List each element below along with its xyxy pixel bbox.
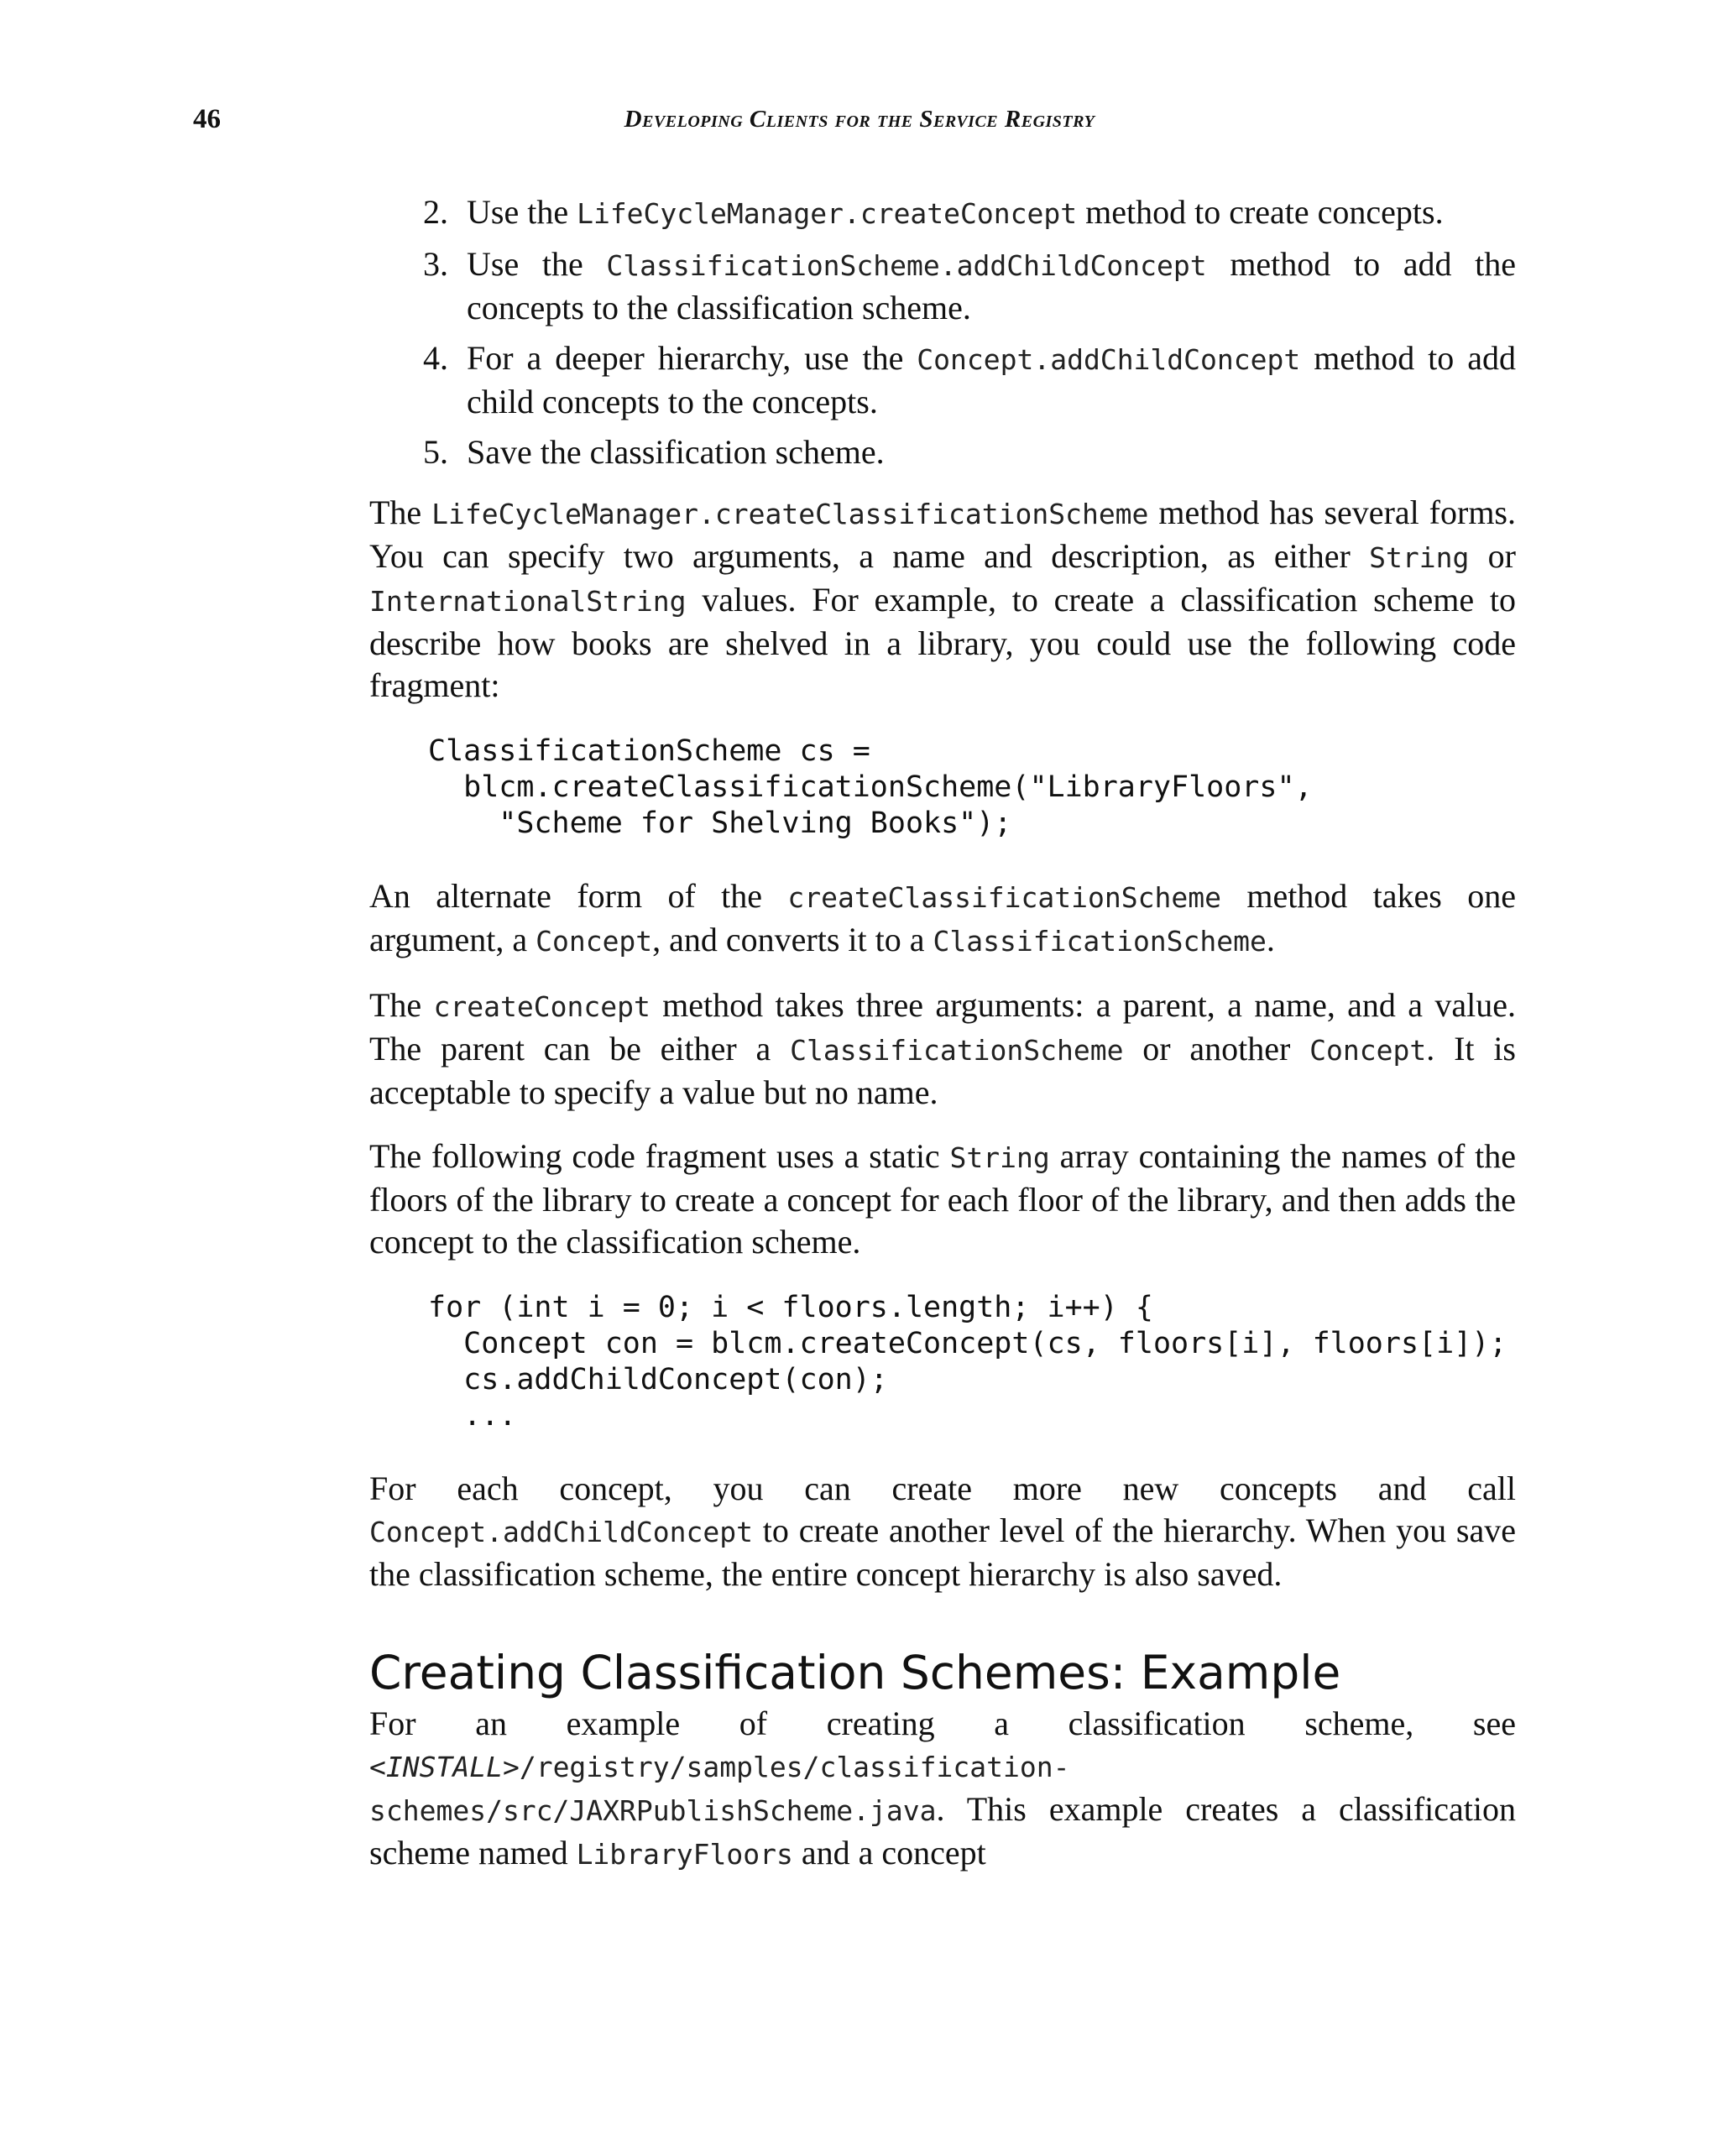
inline-code: LifeCycleManager.createConcept (577, 197, 1078, 230)
text: . This example creates a classification scheme named (369, 1790, 1516, 1871)
text: method takes three arguments: a parent, a name, and a value. The parent can be either a (369, 986, 1517, 1068)
inline-code: ClassificationScheme (790, 1034, 1124, 1067)
list-item-number: 5. (423, 433, 448, 471)
list-item-text: method to create concepts. (1077, 193, 1444, 231)
running-header: Developing Clients for the Service Registry (624, 106, 1095, 133)
inline-code: LibraryFloors (576, 1838, 793, 1871)
paragraph (369, 1703, 1516, 1876)
inline-code: Concept.addChildConcept (369, 1516, 753, 1548)
text: to create another level of the hierarchy. When you save the classification scheme, the entire concept hierarchy is also saved. (369, 1511, 1516, 1593)
text: values. For example, to create a classification scheme to describe how books are shelved in a library, you could use the following code fragment: (369, 581, 1516, 704)
text: array containing the names of the floors of the library to create a concept for each floor of the library, and then adds the concept to the classification scheme. (369, 1137, 1517, 1261)
list-item-text: For a deeper hierarchy, use the (467, 339, 917, 377)
inline-code: createConcept (433, 990, 651, 1023)
text: For each concept, you can create more new concepts and call (369, 1470, 1516, 1507)
text: The (369, 986, 434, 1024)
text: > (502, 1751, 520, 1783)
paragraph (369, 875, 1516, 963)
paragraph (369, 492, 1516, 707)
page-number: 46 (193, 104, 221, 134)
text: or (1469, 537, 1516, 575)
inline-code: ClassificationScheme.addChildConcept (606, 249, 1207, 282)
text: The (369, 493, 432, 531)
text: . (1266, 921, 1275, 958)
list-item-text: method to add child concepts to the concepts. (467, 339, 1516, 420)
steps-list (369, 191, 1516, 473)
list-item (423, 243, 1517, 329)
list-item-number: 2. (423, 193, 448, 231)
code-block: ClassificationScheme cs = blcm.createClassificationScheme("LibraryFloors", "Scheme for Shelving Books"); (428, 734, 1313, 840)
list-item-text: Use the (467, 193, 577, 231)
list-item-number: 4. (423, 339, 448, 377)
text: , and converts it to a (652, 921, 933, 958)
text: . It is acceptable to specify a value but no name. (369, 1030, 1516, 1111)
list-item (423, 191, 1516, 235)
section-heading: Creating Classification Schemes: Example (369, 1646, 1341, 1699)
list-item (423, 337, 1516, 423)
paragraph (369, 1135, 1516, 1263)
list-item-number: 3. (423, 245, 448, 283)
inline-code: Concept (536, 925, 653, 958)
text: method has several forms. You can specify two arguments, a name and description, as either (369, 493, 1516, 575)
text: /registry/samples/classification-schemes/src/JAXRPublishScheme.java (369, 1751, 1070, 1827)
list-item (423, 431, 1516, 473)
page-body (369, 191, 1516, 1898)
text: An alternate form of the (369, 877, 788, 915)
text: method takes one argument, a (369, 877, 1516, 958)
inline-code: LifeCycleManager.createClassificationScheme (431, 498, 1149, 530)
list-item-text: Use the (467, 245, 607, 283)
inline-code: createClassificationScheme (787, 881, 1221, 914)
inline-code: String (1369, 541, 1470, 574)
code-block: for (int i = 0; i < floors.length; i++) { Concept con = blcm.createConcept(cs, floors[i], floors[i]); cs.addChildConcept(con); ... (428, 1291, 1507, 1433)
list-item-text: Save the classification scheme. (467, 433, 885, 471)
text: For an example of creating a classification scheme, see (369, 1704, 1516, 1742)
paragraph (369, 984, 1516, 1114)
placeholder-text: INSTALL (385, 1751, 503, 1783)
inline-code: String (949, 1141, 1050, 1174)
inline-code: ClassificationScheme (933, 925, 1267, 958)
text: or another (1123, 1030, 1310, 1068)
list-item-text: method to add the concepts to the classification scheme. (467, 245, 1517, 326)
text: < (369, 1751, 386, 1783)
inline-code: Concept.addChildConcept (917, 343, 1301, 376)
inline-code: InternationalString (369, 585, 687, 618)
text: The following code fragment uses a static (369, 1137, 950, 1175)
text: and a concept (792, 1834, 986, 1871)
inline-code: Concept (1309, 1034, 1427, 1067)
paragraph (369, 1468, 1516, 1595)
